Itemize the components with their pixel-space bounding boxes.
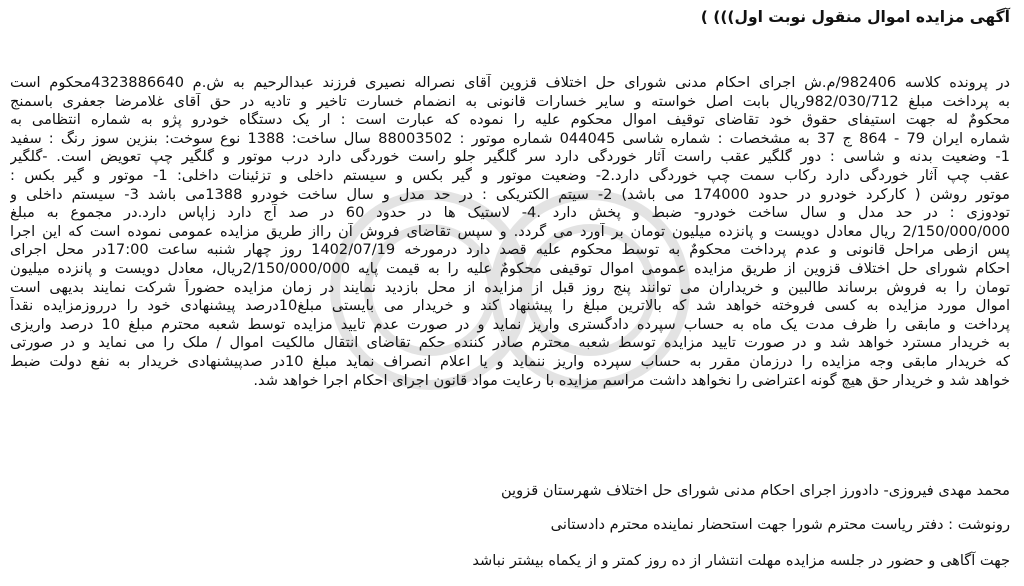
- notice-line: 1- وضعیت بدنه و شاسی : دور گلگیر عقب راست آثار خوردگی دارد سر گلگیر جلو راست خوردگی دارد درب موتور و گلگیر چپ تعویض است. -گلگیر: [10, 148, 1010, 166]
- notice-line: موتور روشن ( کارکرد خودرو در حدود 174000 می باشد) 2- سیتم الکتریکی : در حد مدل و سال ساخت خودرو 1388می باشد 3- سیستم داخلی و: [10, 185, 1010, 203]
- notice-line: که خریدار مابقی وجه مزایده را درزمان مقرر به حساب سپرده واریز ننماید و یا اعلام انصراف نماید مبلغ 10در صدپیشنهادی خریدار به نفع دولت ضبط: [10, 352, 1010, 370]
- notice-line: احکام شورای حل اختلاف قزوین از طریق مزایده عمومی اموال توقیفی محکومٌ علیه را به قیمت پایه 2/150/000/000ریال، معادل دویست و پانزده میلیون: [10, 259, 1010, 277]
- notice-line: تودوزی : در حد مدل و سال ساخت خودرو- ضبط و پخش دارد .4- لاستیک ها در حدود 60 در صد آج دارد زاپاس دارد.در مجموع به مبلغ: [10, 204, 1010, 222]
- notice-line: تومان را به فروش برساند طالبین و خریداران می توانند پنج روز قبل از مزایده از محل بازدید نمایند در زمان مزایده حضوراً شرکت نمایند بدیهی است: [10, 278, 1010, 296]
- notice-line: شماره ایران 79 - 864 ج 37 به مشخصات : شماره شاسی 044045 شماره موتور : 88003502 سال ساخت: 1388 نوع سوخت: بنزین سوز رنگ : سفید: [10, 129, 1010, 147]
- notice-line: 2/150/000/000 ریال معادل دویست و پانزده میلیون تومان بر آورد می گردد. و سپس تقاضای فروش آن رااز طریق مزایده عمومی نموده است که این اجرا: [10, 222, 1010, 240]
- signature: محمد مهدی فیروزی- دادورز اجرای احکام مدنی شورای حل اختلاف شهرستان قزوین: [500, 482, 1010, 499]
- notice-line: خواهد شد و خریدار حق هیچ گونه اعتراضی را نخواهد داشت مراسم مزایده با رعایت مواد قانون اجرای احکام اجرا خواهد شد.: [253, 371, 1010, 389]
- publication-note: جهت آگاهی و حضور در جلسه مزایده مهلت انتشار از ده روز کمتر و از یکماه بیشتر نباشد: [472, 552, 1010, 569]
- notice-body: [10, 74, 1010, 390]
- notice-title: آگهی مزایده اموال منقول نوبت اول))) ): [700, 8, 1010, 26]
- notice-line: اموال مورد مزایده به کسی فروخته خواهد شد که بالاترین مبلغ را پیشنهاد کند و خریدار می بایستی مبلغ10درصد پیشنهادی خود را درروزمزایده نقداً: [10, 297, 1010, 315]
- notice-line: پرداخت و مابقی را ظرف مدت یک ماه به حساب سپرده دادگستری واریز نماید و در صورت عدم تایید مزایده توسط شعبه محترم مبلغ 10 درصد واریزی: [10, 315, 1010, 333]
- notice-line: به خریدار مسترد خواهد شد و در صورت تایید مزایده توسط شعبه محترم صادر کننده حکم تقاضای انتقال مالکیت اموال / ملک را می نماید و در صورتی: [10, 334, 1010, 352]
- notice-line: پس ازطی مراحل قانونی و عدم پرداخت محکومٌ به توسط محکوم علیه قصد دارد درمورخه 1402/07/19 روز چهار شنبه ساعت 17:00در محل اجرای: [10, 241, 1010, 259]
- notice-line: به پرداخت مبلغ 982/030/712ریال بابت اصل خواسته و سایر خسارات قانونی به انضمام خسارت تاخیر و تادیه در حق آقای غلامرضا جعفری باسمنج: [10, 92, 1010, 110]
- notice-line: در پرونده کلاسه 982406/م.ش اجرای احکام مدنی شورای حل اختلاف قزوین آقای نصراله نصیری فرزند عبدالرحیم به ش.م 4323886640محکوم است: [10, 74, 1010, 91]
- notice-line: عقب چپ آثار خوردگی دارد رکاب سمت چپ خوردگی دارد.2- وضعیت موتور و گیر بکس و سیستم داخلی و تزئینات داخلی: 1- موتور و گیر بکس :: [10, 166, 1010, 184]
- notice-line: محکومٌ له جهت استیفای حقوق خود تقاضای توقیف اموال محکوم علیه را نموده که عبارت است : ار یک دستگاه خودرو پژو به شماره انتظامی به: [10, 111, 1010, 129]
- carbon-copy: رونوشت : دفتر ریاست محترم شورا جهت استحضار نماینده محترم دادستانی: [550, 516, 1010, 533]
